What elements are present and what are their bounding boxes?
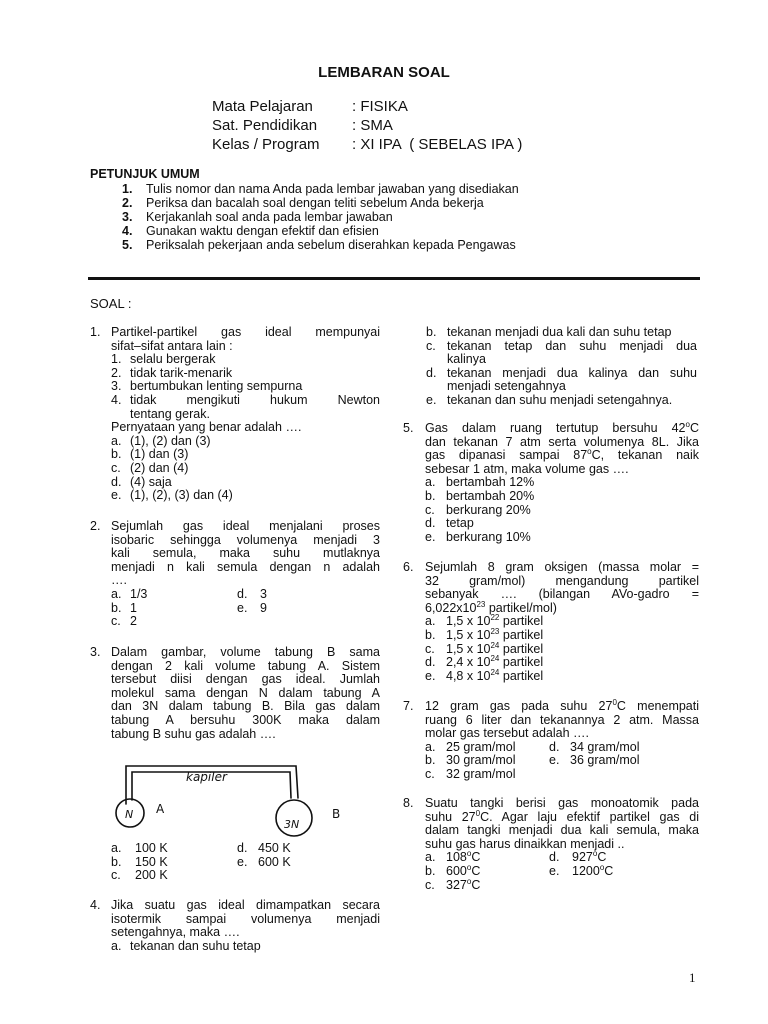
- question-5: [403, 419, 700, 544]
- answer-option: e. 4,8 x $10^{24}$ partikel: [425, 667, 544, 683]
- question-text: dengan 2 kali volume tabung A. Sistem: [111, 658, 380, 673]
- question-text: sifat–sifat antara lain :: [111, 338, 233, 353]
- meta-block: [212, 97, 632, 157]
- answer-option: e. (1), (2), (3) dan (4): [111, 488, 233, 503]
- answer-option-row: b. 150 K e. 600 K: [111, 854, 291, 869]
- answer-option: b. 1,5 x $10^{23}$ partikel: [425, 626, 544, 642]
- meta-row-subject: [212, 97, 632, 116]
- question-3: [90, 646, 380, 741]
- tube-a-content: N: [125, 808, 134, 821]
- meta-row-class: [212, 135, 632, 154]
- answer-option-row: c. 327$^o$C: [425, 876, 481, 892]
- question-text: dan 3N dalam tabung B. Bila gas dalam: [111, 699, 380, 714]
- answer-option: c. (2) dan (4): [111, 460, 189, 475]
- meta-row-level: [212, 116, 632, 135]
- gas-tubes-figure: [108, 752, 358, 838]
- question-number: 1.: [90, 325, 101, 339]
- question-text: 32 gram/mol) mengandung partikel: [425, 573, 699, 588]
- answer-option-row: b. 30 gram/mol e. 36 gram/mol: [425, 753, 640, 768]
- sub-item: 4. tidak mengikuti hukum Newton: [111, 392, 380, 407]
- answer-option: a. 1,5 x $10^{22}$ partikel: [425, 613, 544, 629]
- sub-item: 3. bertumbukan lenting sempurna: [111, 379, 303, 394]
- answer-option: b. (1) dan (3): [111, 447, 189, 462]
- question-text: sebesar 1 atm, maka volume gas ….: [425, 461, 629, 476]
- question-prompt: Pernyataan yang benar adalah ….: [111, 420, 302, 435]
- answer-option-continued: kalinya: [447, 352, 486, 367]
- answer-option: c. 1,5 x $10^{24}$ partikel: [425, 640, 544, 656]
- question-text: suhu $27^0C$. Agar laju efektif partikel gas di: [425, 808, 700, 824]
- meta-label: Kelas / Program: [212, 136, 320, 153]
- question-8: [403, 797, 699, 892]
- answer-option: a. tekanan dan suhu tetap: [111, 938, 261, 953]
- meta-value: : XI IPA ( SEBELAS IPA ): [352, 136, 523, 153]
- answer-option: d. 2,4 x $10^{24}$ partikel: [425, 654, 544, 670]
- question-number: 8.: [403, 796, 414, 810]
- question-text: suhu gas harus dinaikkan menjadi ..: [425, 836, 625, 851]
- answer-option-row: c. 200 K: [111, 868, 168, 883]
- question-4-continued: [426, 326, 698, 408]
- meta-label: Mata Pelajaran: [212, 98, 313, 115]
- answer-option: b. tekanan menjadi dua kali dan suhu tetap: [426, 325, 672, 339]
- question-text: Dalam gambar, volume tabung B sama: [111, 645, 380, 659]
- tube-b-content: 3N: [284, 818, 300, 831]
- question-text: 12 gram gas pada suhu $27^0C$ menempati: [425, 697, 700, 713]
- instructions-heading: PETUNJUK UMUM: [90, 167, 200, 181]
- question-text: tabung A bersuhu 300K maka dalam: [111, 712, 380, 727]
- answer-option-row: b. 1 e. 9: [111, 600, 267, 615]
- question-3-options: [111, 842, 381, 883]
- question-text: Gas dalam ruang tertutup bersuhu 42$^o$C: [425, 419, 699, 435]
- answer-option: a. (1), (2) dan (3): [111, 433, 211, 448]
- answer-option-row: b. 600$^o$C e. 1200$^o$C: [425, 862, 614, 878]
- question-text: molar gas tersebut adalah ….: [425, 726, 589, 741]
- answer-option: a. bertambah 12%: [425, 475, 535, 490]
- question-6: [403, 561, 699, 683]
- meta-value: : SMA: [352, 117, 393, 134]
- question-text: molekul sama dengan N dalam tabung A: [111, 685, 380, 700]
- question-text: dan tekanan 7 atm serta volumenya 8L. Jika: [425, 434, 699, 449]
- page-title: LEMBARAN SOAL: [318, 64, 450, 81]
- divider: [88, 277, 700, 280]
- sub-item: 2. tidak tarik-menarik: [111, 365, 233, 380]
- question-text: dalam tangki menjadi dua kali semula, maka: [425, 823, 699, 838]
- answer-option: d. tekanan menjadi dua kalinya dan suhu: [426, 365, 697, 380]
- instruction-item: 3. Kerjakanlah soal anda pada lembar jawaban: [122, 210, 393, 224]
- sub-item: 1. selalu bergerak: [111, 352, 216, 367]
- question-text: $6,022x10^{23}$ partikel/mol): [425, 599, 557, 615]
- question-number: 3.: [90, 645, 101, 659]
- question-text: kali semula, maka suhu mutlaknya: [111, 546, 380, 561]
- sub-item-continued: tentang gerak.: [130, 406, 210, 421]
- question-text: ….: [111, 573, 127, 588]
- answer-option-row: a. 1/3 d. 3: [111, 586, 267, 601]
- answer-option-row: a. 25 gram/mol d. 34 gram/mol: [425, 739, 640, 754]
- answer-option-row: a. 108$^o$C d. 927$^o$C: [425, 849, 607, 865]
- soal-label: SOAL :: [90, 296, 132, 311]
- question-text: gas dipanasi sampai 87$^o$C, tekanan naik: [425, 447, 700, 463]
- question-number: 5.: [403, 421, 414, 435]
- question-text: sebanyak …. (bilangan AVo-gadro =: [425, 587, 699, 602]
- answer-option: c. tekanan tetap dan suhu menjadi dua: [426, 338, 697, 353]
- tube-a-label: A: [156, 802, 165, 816]
- question-text: Sejumlah 8 gram oksigen (massa molar =: [425, 560, 699, 574]
- answer-option-row: c. 32 gram/mol: [425, 766, 516, 781]
- answer-option: d. tetap: [425, 516, 474, 531]
- question-text: Jika suatu gas ideal dimampatkan secara: [111, 898, 380, 912]
- meta-label: Sat. Pendidikan: [212, 117, 318, 134]
- page-number: 1: [689, 970, 696, 985]
- answer-option: e. tekanan dan suhu menjadi setengahnya.: [426, 392, 673, 407]
- instruction-item: 1. Tulis nomor dan nama Anda pada lembar jawaban yang disediakan: [122, 182, 519, 196]
- question-7: [403, 697, 700, 782]
- answer-option-row: c. 2: [111, 614, 137, 629]
- answer-option: c. berkurang 20%: [425, 502, 531, 517]
- instruction-item: 2. Periksa dan bacalah soal dengan teliti sebelum Anda bekerja: [122, 196, 484, 210]
- answer-option: d. (4) saja: [111, 474, 172, 489]
- question-text: tabung B suhu gas adalah ….: [111, 726, 276, 741]
- capillary-label: kapiler: [186, 770, 227, 784]
- meta-value: : FISIKA: [352, 98, 408, 115]
- question-4: [90, 899, 380, 953]
- question-text: setengahnya, maka ….: [111, 925, 240, 940]
- question-text: tersebut diisi dengan gas ideal. Jumlah: [111, 672, 380, 687]
- answer-option: b. bertambah 20%: [425, 488, 535, 503]
- question-2: [90, 520, 380, 629]
- question-number: 4.: [90, 898, 101, 912]
- question-number: 7.: [403, 699, 414, 713]
- question-1: [90, 326, 380, 503]
- question-text: isotermik sampai volumenya menjadi: [111, 911, 380, 926]
- question-text: isobaric sehingga volumenya menjadi 3: [111, 532, 380, 547]
- tube-b-label: B: [332, 807, 341, 821]
- question-number: 2.: [90, 519, 101, 533]
- instruction-item: 4. Gunakan waktu dengan efektif dan efisien: [122, 224, 379, 238]
- question-text: ruang 6 liter dan tekanannya 2 atm. Massa: [425, 712, 699, 727]
- question-text: Partikel-partikel gas ideal mempunyai: [111, 325, 380, 339]
- question-number: 6.: [403, 560, 414, 574]
- question-text: Sejumlah gas ideal menjalani proses: [111, 519, 380, 533]
- question-text: Suatu tangki berisi gas monoatomik pada: [425, 796, 699, 810]
- answer-option: e. berkurang 10%: [425, 529, 531, 544]
- answer-option-row: a. 100 K d. 450 K: [111, 841, 291, 855]
- instructions-list: [122, 182, 582, 254]
- answer-option-continued: menjadi setengahnya: [447, 379, 566, 394]
- question-text: menjadi n kali semula dengan n adalah: [111, 559, 380, 574]
- instruction-item: 5. Periksalah pekerjaan anda sebelum diserahkan kepada Pengawas: [122, 238, 516, 252]
